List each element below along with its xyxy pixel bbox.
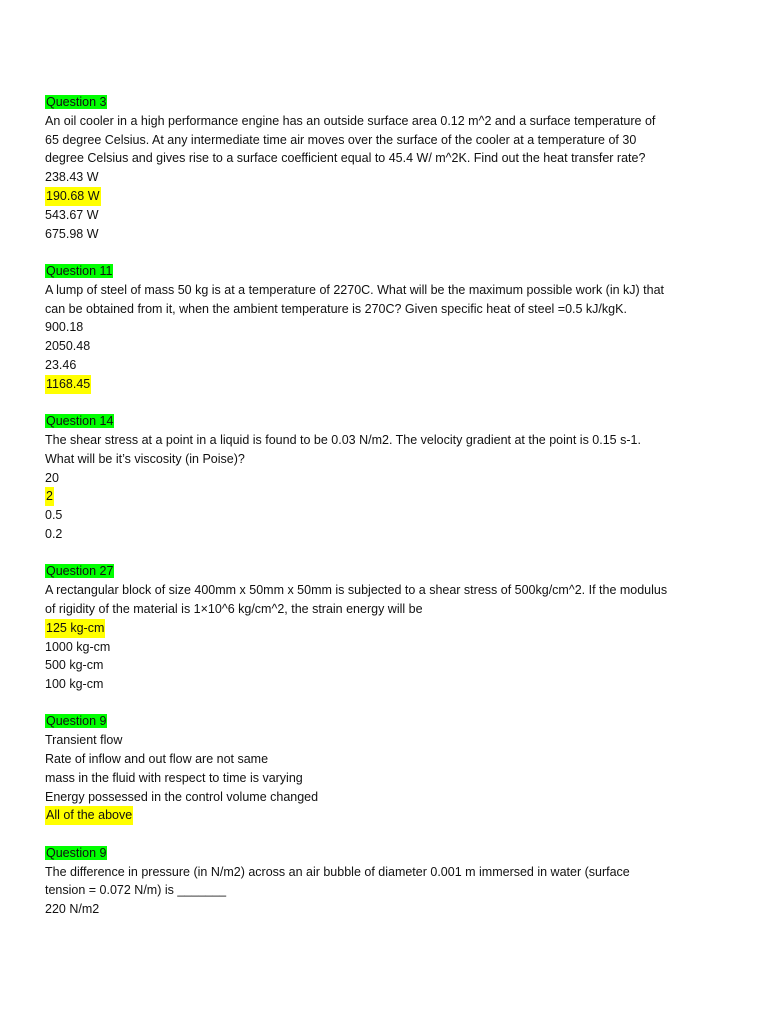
question-text-line: can be obtained from it, when the ambient temperature is 270C? Given specific heat of steel =0.5 kJ/kgK.: [45, 301, 627, 316]
answer-option: 1000 kg-cm: [45, 639, 111, 654]
question-block: [45, 712, 685, 825]
question-block: [45, 844, 685, 919]
question-text-line: An oil cooler in a high performance engine has an outside surface area 0.12 m^2 and a surface temperature of: [45, 113, 656, 128]
answer-option: 2050.48: [45, 339, 91, 354]
answer-option-correct: 2: [45, 487, 685, 506]
question-text: [45, 281, 685, 319]
question-block: [45, 262, 685, 394]
answer-option-correct: All of the above: [45, 806, 685, 825]
answer-option: 100 kg-cm: [45, 677, 104, 692]
answer-option: 900.18: [45, 320, 84, 335]
answer-option-correct: 190.68 W: [45, 187, 685, 206]
answer-option: 0.2: [45, 526, 63, 541]
question-title: Question 3: [46, 95, 107, 109]
question-text-line: tension = 0.072 N/m) is _______: [45, 883, 227, 898]
answer-option: mass in the fluid with respect to time is varying: [45, 770, 303, 785]
answer-option: 23.46: [45, 357, 77, 372]
answer-option: Rate of inflow and out flow are not same: [45, 752, 269, 767]
question-text: [45, 731, 685, 750]
answer-option: 543.67 W: [45, 207, 99, 222]
question-text-line: What will be it’s viscosity (in Poise)?: [45, 451, 245, 466]
question-text-line: A rectangular block of size 400mm x 50mm x 50mm is subjected to a shear stress of 500kg/cm^2. If the modulus: [45, 583, 668, 598]
question-title: Question 11: [46, 263, 113, 278]
question-text-line: Transient flow: [45, 733, 123, 748]
answer-option: 220 N/m2: [45, 902, 100, 917]
question-text: [45, 863, 685, 901]
question-text-line: 65 degree Celsius. At any intermediate time air moves over the surface of the cooler at a temperature of 30: [45, 132, 637, 147]
question-text: [45, 112, 685, 168]
question-text-line: degree Celsius and gives rise to a surface coefficient equal to 45.4 W/ m^2K. Find out the heat transfer rate?: [45, 151, 646, 166]
question-text-line: The difference in pressure (in N/m2) across an air bubble of diameter 0.001 m immersed in water (surface: [45, 864, 630, 879]
question-text: [45, 581, 685, 619]
answer-option-correct: 1168.45: [45, 375, 685, 394]
question-title: Question 14: [46, 414, 114, 429]
question-title: Question 9: [46, 714, 107, 729]
answer-option: 0.5: [45, 508, 63, 523]
document-page: [45, 93, 685, 938]
question-text-line: of rigidity of the material is 1×10^6 kg/cm^2, the strain energy will be: [45, 601, 423, 616]
question-title: Question 9: [46, 845, 107, 860]
question-block: [45, 93, 685, 243]
answer-option: 675.98 W: [45, 226, 99, 241]
answer-option: 500 kg-cm: [45, 658, 104, 673]
question-title: Question 27: [46, 564, 114, 579]
question-text-line: A lump of steel of mass 50 kg is at a temperature of 2270C. What will be the maximum possible work (in kJ) that: [45, 282, 665, 297]
question-block: [45, 562, 685, 694]
answer-option-correct: 125 kg-cm: [45, 619, 685, 638]
question-block: [45, 412, 685, 544]
question-text: [45, 431, 685, 469]
answer-option: Energy possessed in the control volume changed: [45, 789, 319, 804]
question-text-line: The shear stress at a point in a liquid is found to be 0.03 N/m2. The velocity gradient at the point is 0.15 s-1.: [45, 432, 641, 447]
answer-option: 238.43 W: [45, 170, 99, 185]
answer-option: 20: [45, 470, 59, 485]
